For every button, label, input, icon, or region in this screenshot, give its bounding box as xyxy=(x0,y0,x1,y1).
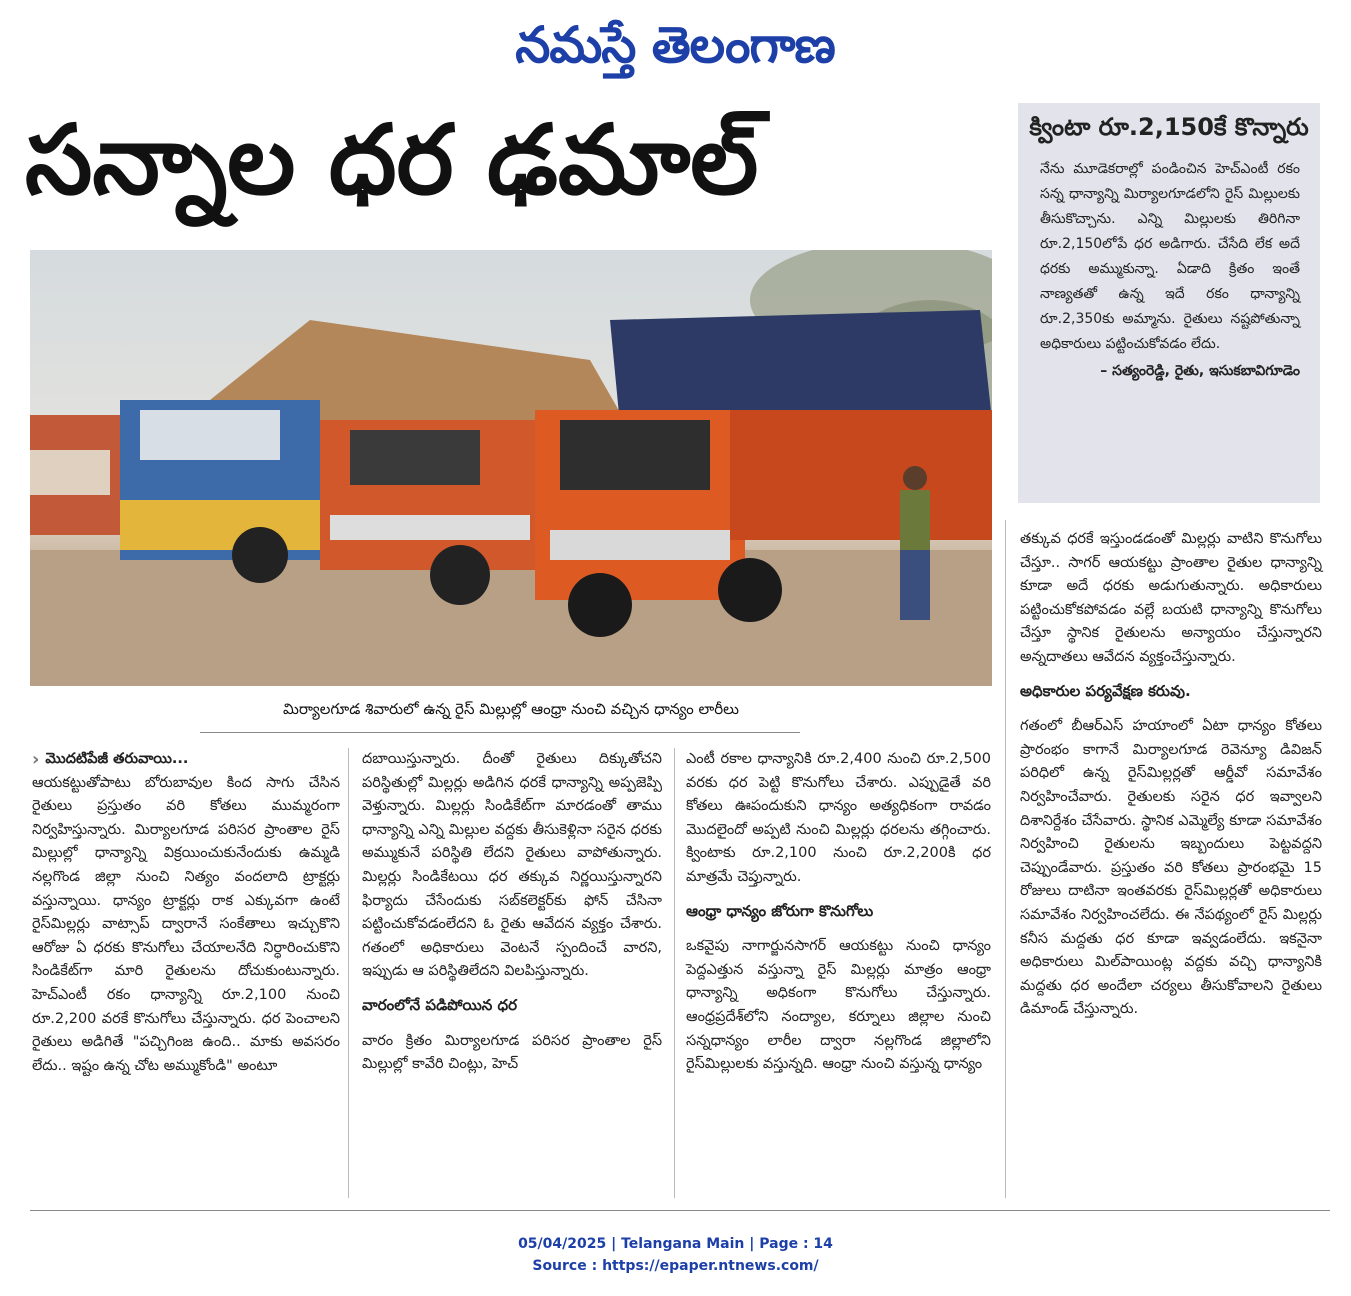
column-divider xyxy=(674,748,675,1198)
footer-divider xyxy=(30,1210,1330,1211)
trucks-illustration xyxy=(30,250,992,686)
sidebar-attribution: – సత్యంరెడ్డి, రైతు, ఇసుకబావిగూడెం xyxy=(1100,363,1300,379)
sidebar-body: నేను మూడెకరాల్లో పండించిన హెచ్ఎంటీ రకం సన్న ధాన్యాన్ని మిర్యాలగూడలోని రైస్ మిల్లులకు తీసుకొచ్చాను. ఎన్ని మిల్లులకు తిరిగినా రూ.2,150లోపే ధర అడిగారు. చేసేది లేక అదే ధరకు అమ్ముకున్నా. ఏడాది క్రితం ఇంతే నాణ్యతతో ఉన్న ఇదే రకం ధాన్యాన్ని రూ.2,350కు అమ్మాను. రైతులు నష్టపోతున్నా అధికారులు పట్టించుకోవడం లేదు. xyxy=(1040,161,1300,352)
paragraph: వారం క్రితం మిర్యాలగూడ పరిసర ప్రాంతాల రైస్ మిల్లుల్లో కావేరి చింట్లు, హెచ్ xyxy=(362,1032,662,1073)
sidebar-title: క్వింటా రూ.2,150కే కొన్నారు xyxy=(1029,113,1309,141)
section-subhead: ఆంధ్రా ధాన్యం జోరుగా కొనుగోలు xyxy=(686,901,874,920)
section-subhead: అధికారుల పర్యవేక్షణ కరువు. xyxy=(1020,681,1191,700)
jump-text: మొదటిపేజీ తరువాయి... xyxy=(45,751,189,767)
column-divider xyxy=(348,748,349,1198)
section-subhead: వారంలోనే పడిపోయిన ధర xyxy=(362,995,517,1014)
news-photo xyxy=(30,250,992,686)
paragraph: ఆయకట్టుతోపాటు బోరుబావుల కింద సాగు చేసిన రైతులు ప్రస్తుతం వరి కోతలు ముమ్మరంగా నిర్వహిస్తున్నారు. మిర్యాలగూడ పరిసర ప్రాంతాల రైస్ మిల్లుల్లో ధాన్యాన్ని విక్రయించుకునేందుకు ఉమ్మడి నల్లగొండ జిల్లా నుంచి నిత్యం వందలాది ట్రాక్టర్లు వస్తున్నాయి. ధాన్యం ట్రాక్టర్లు రాక ఎక్కువగా ఉంటే రైస్‌మిల్లర్లు వాట్సాప్ ద్వారానే సంకేతాలు ఇచ్చుకొని ఆరోజు ఏ ధరకు కొనుగోలు చేయాలనేది నిర్ధారించుకొని సిండికేట్‌గా మారి రైతులను దోచుకుంటున్నారు. హెచ్ఎంటీ రకం ధాన్యాన్ని రూ.2,100 నుంచి రూ.2,200 వరకే కొనుగోలు చేస్తున్నారు. ధర పెంచాలని రైతులు అడిగితే "పచ్చిగింజ ఉంది.. మాకు అవసరం లేదు.. ఇష్టం ఉన్న చోట అమ్ముకోండి" అంటూ xyxy=(32,774,340,1074)
article-column-3 xyxy=(686,748,991,1077)
article-column-1 xyxy=(32,748,340,1078)
article-column-2 xyxy=(362,748,662,1077)
footer-date-page: 05/04/2025 | Telangana Main | Page : 14 xyxy=(518,1236,833,1252)
footer-source-link[interactable]: Source : https://epaper.ntnews.com/ xyxy=(532,1258,819,1274)
article-column-4 xyxy=(1020,528,1322,1022)
paragraph: తక్కువ ధరకే ఇస్తుండడంతో మిల్లర్లు వాటిని కొనుగోలు చేస్తూ.. సాగర్ ఆయకట్టు ప్రాంతాల రైతుల ధాన్యాన్ని కూడా అదే ధరకు అడుగుతున్నారు. అధికారులు పట్టించుకోకపోవడం వల్లే బయటి ధాన్యాన్ని కొనుగోలు చేస్తూ స్థానిక రైతులను అన్యాయం చేస్తున్నారని అన్నదాతలు ఆవేదన వ్యక్తంచేస్తున్నారు. xyxy=(1020,531,1322,665)
caption-divider xyxy=(200,732,800,733)
paragraph: ఒకవైపు నాగార్జునసాగర్ ఆయకట్టు నుంచి ధాన్యం పెద్దఎత్తున వస్తున్నా రైస్ మిల్లర్లు మాత్రం ఆంధ్రా ధాన్యాన్ని అధికంగా కొనుగోలు చేస్తున్నారు. ఆంధ్రప్రదేశ్‌లోని నంద్యాల, కర్నూలు జిల్లాల నుంచి సన్నధాన్యం లారీల ద్వారా నల్లగొండ జిల్లాలోని రైస్‌మిల్లులకు వస్తున్నది. ఆంధ్రా నుంచి వస్తున్న ధాన్యం xyxy=(686,938,991,1073)
chevron-right-icon: › xyxy=(32,749,40,770)
continued-from-label xyxy=(32,748,340,772)
headline: సన్నాల ధర ఢమాల్ xyxy=(25,104,759,216)
quote-sidebar xyxy=(1018,103,1320,503)
paragraph: ఎంటీ రకాల ధాన్యానికి రూ.2,400 నుంచి రూ.2,500 వరకు ధర పెట్టి కొనుగోలు చేశారు. ఎప్పుడైతే వరి కోతలు ఊపందుకుని ధాన్యం అత్యధికంగా రావడం మొదలైందో అప్పటి నుంచి మిల్లర్లు ధరలను తగ్గించారు. క్వింటాకు రూ.2,100 నుంచి రూ.2,200కి ధర మాత్రమే చెప్తున్నారు. xyxy=(686,751,991,885)
paragraph: దబాయిస్తున్నారు. దీంతో రైతులు దిక్కుతోచని పరిస్థితుల్లో మిల్లర్లు అడిగిన ధరకే ధాన్యాన్ని అప్పజెప్పి వెళ్తున్నారు. మిల్లర్లు సిండికేట్‌గా మారడంతో తాము ధాన్యాన్ని ఎన్ని మిల్లుల వద్దకు తీసుకెళ్లినా సరైన ధరకు అమ్ముకునే పరిస్థితి లేదని రైతులు వాపోతున్నారు. మిల్లర్లు సిండికేటయి ధర తక్కువ నిర్ణయిస్తున్నారని ఫిర్యాదు చేసేందుకు సబ్‌కలెక్టర్‌కు ఫోన్ చేసినా పట్టించుకోవడంలేదని ఓ రైతు ఆవేదన వ్యక్తం చేశారు. గతంలో అధికారులు వెంటనే స్పందించే వారని, ఇప్పుడు ఆ పరిస్థితిలేదని విలపిస్తున్నారు. xyxy=(362,751,662,980)
page-footer xyxy=(0,1233,1351,1277)
paragraph: గతంలో బీఆర్ఎస్ హయాంలో ఏటా ధాన్యం కోతలు ప్రారంభం కాగానే మిర్యాలగూడ రెవెన్యూ డివిజన్ పరిధిలో ఉన్న రైస్‌మిల్లర్లతో ఆర్డీవో సమావేశం నిర్వహించేవారు. రైతులకు సరైన ధర ఇవ్వాలని దిశానిర్దేశం చేసేవారు. స్థానిక ఎమ్మెల్యే కూడా సమావేశం నిర్వహించి రైతులను ఇబ్బందులు పెట్టవద్దని చెప్పుండేవారు. ప్రస్తుతం వరి కోతలు ప్రారంభమై 15 రోజులు దాటినా ఇంతవరకు రైస్‌మిల్లర్లతో అధికారులు సమావేశం నిర్వహించలేదు. ఈ నేపథ్యంలో రైస్ మిల్లర్లు కనీస మద్దతు ధర కూడా ఇవ్వడంలేదు. ఇకనైనా అధికారులు మిల్‌పాయింట్ల వద్దకు వచ్చి ధాన్యానికి మద్దతు ధర అందేలా చర్యలు తీసుకోవాలని రైతులు డిమాండ్ చేస్తున్నారు. xyxy=(1020,718,1322,1018)
masthead-logo: నమస్తే తెలంగాణ xyxy=(515,16,835,74)
photo-caption: మిర్యాలగూడ శివారులో ఉన్న రైస్ మిల్లుల్లో ఆంధ్రా నుంచి వచ్చిన ధాన్యం లారీలు xyxy=(283,700,739,718)
column-divider xyxy=(1005,520,1006,1198)
